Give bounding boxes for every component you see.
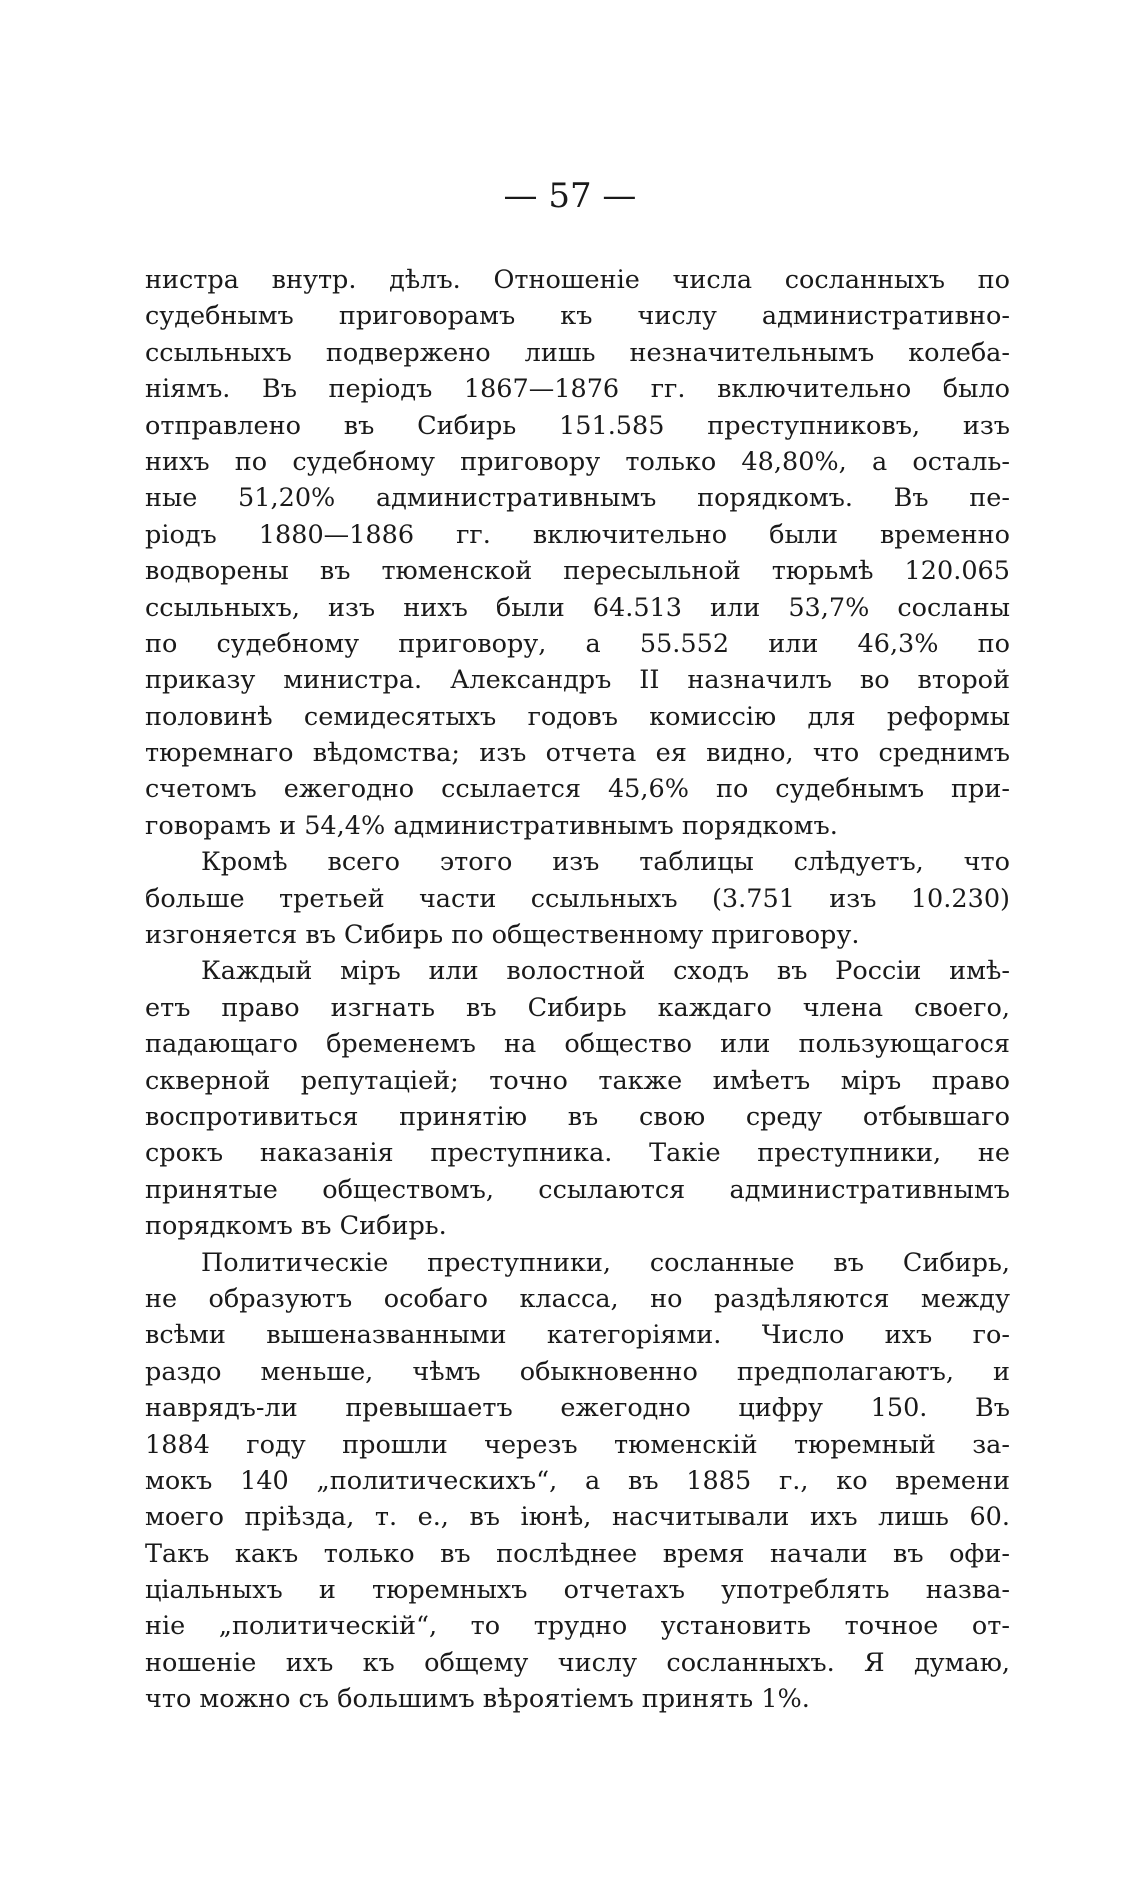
text-line: изгоняется въ Сибирь по общественному приговору. xyxy=(145,920,860,951)
text-line: падающаго бременемъ на общество или пользующагося xyxy=(145,1029,1010,1060)
text-line: говорамъ и 54,4% административнымъ порядкомъ. xyxy=(145,810,838,841)
text-line: приказу министра. Александръ II назначилъ во второй xyxy=(145,665,1010,696)
text-line: нихъ по судебному приговору только 48,80%, а осталь- xyxy=(145,446,1010,477)
text-line: Кромѣ всего этого изъ таблицы слѣдуетъ, что xyxy=(201,847,1010,878)
text-line: мокъ 140 „политическихъ“, а въ 1885 г., ко времени xyxy=(145,1465,1010,1496)
text-line: воспротивиться принятію въ свою среду отбывшаго xyxy=(145,1101,1010,1132)
paragraph xyxy=(145,1245,1010,1718)
text-line: ніе „политическій“, то трудно установить точное от- xyxy=(145,1611,1010,1642)
text-line: по судебному приговору, а 55.552 или 46,3% по xyxy=(145,628,1010,659)
text-line: моего пріѣзда, т. е., въ іюнѣ, насчитывали ихъ лишь 60. xyxy=(145,1502,1010,1533)
text-line: ціальныхъ и тюремныхъ отчетахъ употреблять назва- xyxy=(145,1575,1010,1606)
page-number: — 57 — xyxy=(503,176,637,216)
text-line: ріодъ 1880—1886 гг. включительно были временно xyxy=(145,519,1010,550)
text-line: порядкомъ въ Сибирь. xyxy=(145,1211,447,1242)
text-line: что можно съ большимъ вѣроятіемъ принять 1%. xyxy=(145,1684,810,1715)
paragraph xyxy=(145,262,1010,844)
text-line: ніямъ. Въ періодъ 1867—1876 гг. включительно было xyxy=(145,374,1010,405)
text-line: судебнымъ приговорамъ къ числу административно- xyxy=(145,301,1010,332)
text-line: тюремнаго вѣдомства; изъ отчета ея видно, что среднимъ xyxy=(145,738,1010,769)
text-line: Такъ какъ только въ послѣднее время начали въ офи- xyxy=(145,1538,1010,1569)
text-line: принятые обществомъ, ссылаются административнымъ xyxy=(145,1174,1010,1205)
text-line: водворены въ тюменской пересыльной тюрьмѣ 120.065 xyxy=(145,556,1010,587)
text-line: Каждый міръ или волостной сходъ въ Россіи имѣ- xyxy=(201,956,1010,987)
text-line: наврядъ-ли превышаетъ ежегодно цифру 150. Въ xyxy=(145,1393,1010,1424)
text-line: ссыльныхъ, изъ нихъ были 64.513 или 53,7% сосланы xyxy=(145,592,1010,623)
text-line: ношеніе ихъ къ общему числу сосланныхъ. Я думаю, xyxy=(145,1647,1010,1678)
text-line: срокъ наказанія преступника. Такіе преступники, не xyxy=(145,1138,1010,1169)
text-line: скверной репутаціей; точно также имѣетъ міръ право xyxy=(145,1065,1010,1096)
text-line: больше третьей части ссыльныхъ (3.751 изъ 10.230) xyxy=(145,883,1010,914)
text-line: половинѣ семидесятыхъ годовъ комиссію для реформы xyxy=(145,701,1010,732)
text-line: ссыльныхъ подвержено лишь незначительнымъ колеба- xyxy=(145,337,1010,368)
paragraph xyxy=(145,953,1010,1244)
text-line: нистра внутр. дѣлъ. Отношеніе числа сосланныхъ по xyxy=(145,265,1010,295)
text-line: етъ право изгнать въ Сибирь каждаго члена своего, xyxy=(145,992,1010,1023)
text-line: раздо меньше, чѣмъ обыкновенно предполагаютъ, и xyxy=(145,1356,1010,1387)
text-line: Политическіе преступники, сосланные въ Сибирь, xyxy=(201,1247,1010,1278)
body-text xyxy=(145,262,1010,1718)
text-line: всѣми вышеназванными категоріями. Число ихъ го- xyxy=(145,1320,1010,1351)
text-line: счетомъ ежегодно ссылается 45,6% по судебнымъ при- xyxy=(145,774,1010,805)
text-line: не образуютъ особаго класса, но раздѣляются между xyxy=(145,1283,1010,1314)
text-line: ные 51,20% административнымъ порядкомъ. Въ пе- xyxy=(145,483,1010,514)
text-line: отправлено въ Сибирь 151.585 преступниковъ, изъ xyxy=(145,410,1010,441)
paragraph xyxy=(145,844,1010,953)
text-line: 1884 году прошли черезъ тюменскій тюремный за- xyxy=(145,1429,1010,1460)
